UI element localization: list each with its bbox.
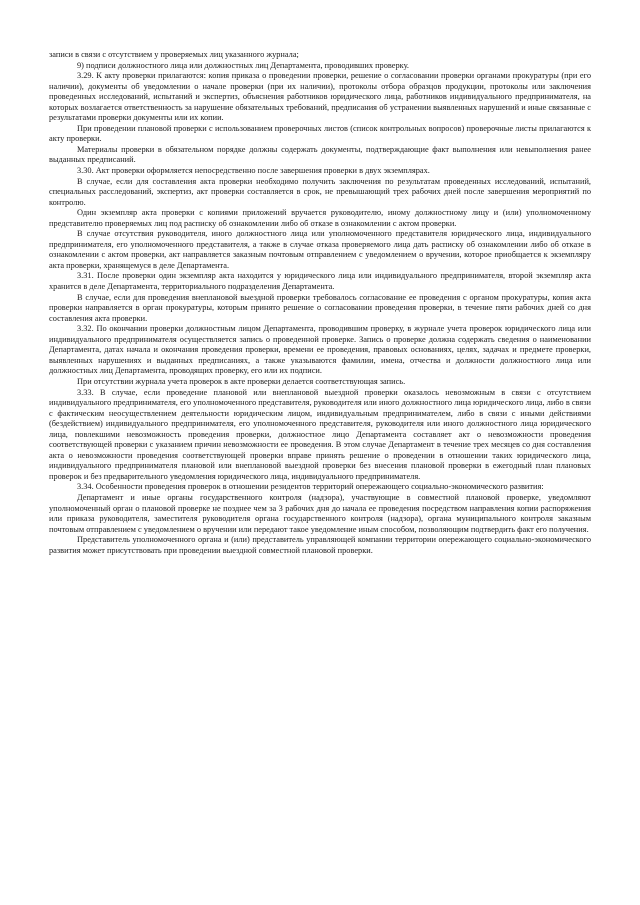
paragraph-3-30: 3.30. Акт проверки оформляется непосредственно после завершения проверки в двух экземплярах. bbox=[77, 166, 430, 176]
paragraph-no-journal: При отсутствии журнала учета проверок в акте проверки делается соответствующая запись. bbox=[77, 376, 406, 386]
paragraph-conclusions: В случае, если для составления акта проверки необходимо получить заключения по результатам проведенных исследований, испытаний, специальных расследований, экспертиз, акт проверки составляется в срок, не превышающий трех рабочих дней после завершения мероприятий по контролю. bbox=[49, 176, 591, 207]
paragraph-3-29: 3.29. К акту проверки прилагаются: копия приказа о проведении проверки, решение о согласовании проверки органами прокуратуры (при его наличии), документы об уведомлении о начале проверки (при их наличии), протоколы отбора образцов продукции, протоколы или заключения проведенных исследований, испытаний и экспертиз, объяснения работников юридического лица, работников индивидуального предпринимателя, на которых возлагается ответственность за нарушение обязательных требований, предписания об устранении выявленных нарушений и иные связанные с результатами проверки документы или их копии. bbox=[49, 71, 591, 123]
paragraph-3-31: 3.31. После проверки один экземпляр акта находится у юридического лица или индивидуального предпринимателя, второй экземпляр акта хранится в деле Департамента, территориального подразделения Департамента. bbox=[49, 271, 591, 292]
paragraph-3-34: 3.34. Особенности проведения проверок в отношении резидентов территорий опережающего социально-экономического развития: bbox=[77, 482, 544, 492]
paragraph-journal-note: записи в связи с отсутствием у проверяемых лиц указанного журнала; bbox=[49, 50, 299, 59]
paragraph-3-33: 3.33. В случае, если проведение плановой или внеплановой выездной проверки оказалось невозможным в связи с отсутствием индивидуального предпринимателя, его уполномоченного представителя, руководителя или иного должностного лица юридического лица, либо в связи с фактическим неосуществлением деятельности юридическим лицом, индивидуальным предпринимателем, либо в связи с иными действиями (бездействием) индивидуального предпринимателя, его уполномоченного представителя, руководителя или иного должностного лица юридического лица, повлекшими невозможность проведения проверки, должностное лицо Департамента составляет акт о невозможности проведения соответствующей проверки с указанием причин невозможности ее проведения. В этом случае Департамент в течение трех месяцев со дня составления акта о невозможности проведения соответствующей проверки вправе принять решение о проведении в отношении таких юридического лица, индивидуального предпринимателя плановой или внеплановой выездной проверки без внесения плановой проверки в ежегодный план плановых проверок и без предварительного уведомления юридического лица, индивидуального предпринимателя. bbox=[49, 387, 591, 481]
paragraph-copy-delivery: Один экземпляр акта проверки с копиями приложений вручается руководителю, иному должностному лицу и (или) уполномоченному представителю проверяемых лиц под расписку об ознакомлении либо об отказе в ознакомлении с актом проверки. bbox=[49, 208, 591, 228]
paragraph-joint-inspection: Департамент и иные органы государственного контроля (надзора), участвующие в совместной плановой проверке, уведомляют уполномоченный орган о плановой проверке не позднее чем за 3 рабочих дня до начала ее проведения посредством направления копии распоряжения или приказа руководителя, заместителя руководителя органа государственного контроля (надзора), органа муниципального контроля заказным почтовым отправлением с уведомлением о вручении или передают такое уведомление иным способом, позволяющим подтвердить факт его получения. bbox=[49, 492, 591, 534]
paragraph-absence: В случае отсутствия руководителя, иного должностного лица или уполномоченного представителя юридического лица, индивидуального предпринимателя, его уполномоченного представителя, а также в случае отказа проверяемого лица дать расписку об ознакомлении либо об отказе в ознакомлении с актом проверки, акт направляется заказным почтовым отправлением с уведомлением о вручении, которое приобщается к экземпляру акта проверки, хранящемуся в деле Департамента. bbox=[49, 229, 591, 270]
paragraph-representative: Представитель уполномоченного органа и (или) представитель управляющей компании территории опережающего социально-экономического развития может присутствовать при проведении выездной совместной плановой проверки. bbox=[49, 535, 591, 555]
paragraph-3-32: 3.32. По окончании проверки должностным лицом Департамента, проводившим проверку, в журнале учета проверок юридического лица или индивидуального предпринимателя осуществляется запись о проведенной проверке. Запись о проверке должна содержать сведения о наименовании Департамента, датах начала и окончания проведения проверки, времени ее проведения, правовых основаниях, целях, задачах и предмете проверки, выявленных нарушениях и выданных предписаниях, а также указываются фамилии, имена, отчества и должности должностного лица или должностных лиц Департамента, проводящих проверку, его или их подписи. bbox=[49, 324, 591, 376]
document-page bbox=[49, 50, 591, 556]
paragraph-checklists: При проведении плановой проверки с использованием проверочных листов (список контрольных вопросов) проверочные листы прилагаются к акту проверки. bbox=[49, 123, 591, 144]
paragraph-prosecutor: В случае, если для проведения внеплановой выездной проверки требовалось согласование ее проведения с органом прокуратуры, копия акта проверки направляется в орган прокуратуры, которым принято решение о согласовании проведения проверки, в течение пяти рабочих дней со дня составления акта проверки. bbox=[49, 292, 591, 323]
paragraph-item-9: 9) подписи должностного лица или должностных лиц Департамента, проводивших проверку. bbox=[77, 60, 410, 70]
paragraph-materials: Материалы проверки в обязательном порядке должны содержать документы, подтверждающие факт выполнения или невыполнения ранее выданных предписаний. bbox=[49, 144, 591, 165]
